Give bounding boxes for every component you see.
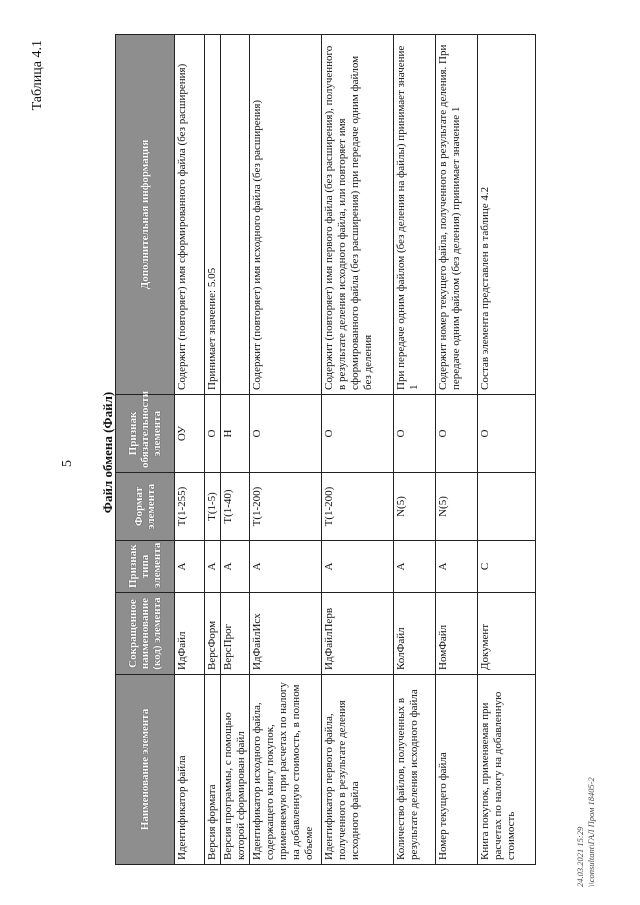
header-element-required: Признак обязательности элемента: [116, 395, 175, 473]
cell-element-name: Количество файлов, полученных в результате деления исходного файла: [394, 675, 436, 865]
cell-additional-info: Состав элемента представлен в таблице 4.2: [478, 35, 536, 395]
cell-element-required: О: [436, 395, 478, 473]
header-element-format: Формат элемента: [116, 473, 175, 541]
cell-element-format: [478, 473, 536, 541]
header-element-code: Сокращенное наименование (код) элемента: [116, 593, 175, 675]
cell-element-type: А: [250, 541, 322, 593]
cell-additional-info: Содержит номер текущего файла, полученного в результате деления. При передаче одним файлом (без деления) принимает значение 1: [436, 35, 478, 395]
cell-additional-info: [221, 35, 250, 395]
cell-additional-info: Содержит (повторяет) имя исходного файла (без расширения): [250, 35, 322, 395]
cell-element-type: А: [322, 541, 394, 593]
header-additional-info: Дополнительная информация: [116, 35, 175, 395]
cell-additional-info: Принимает значение: 5.05: [205, 35, 221, 395]
cell-element-code: КолФайл: [394, 593, 436, 675]
cell-element-required: Н: [221, 395, 250, 473]
stamp-date: 24.03.2021 15:29: [575, 826, 585, 887]
cell-element-type: А: [394, 541, 436, 593]
table-row: [205, 35, 221, 865]
exchange-file-table: [115, 34, 536, 865]
cell-element-format: T(1-255): [175, 473, 205, 541]
cell-element-name: Книга покупок, применяемая при расчетах по налогу на добавленную стоимость: [478, 675, 536, 865]
cell-element-required: О: [394, 395, 436, 473]
cell-element-type: А: [221, 541, 250, 593]
cell-element-format: T(1-200): [250, 473, 322, 541]
cell-element-name: Идентификатор файла: [175, 675, 205, 865]
cell-element-required: О: [322, 395, 394, 473]
cell-element-name: Номер текущего файла: [436, 675, 478, 865]
cell-element-code: Документ: [478, 593, 536, 675]
cell-element-format: N(5): [394, 473, 436, 541]
table-header-row: [116, 35, 175, 865]
cell-element-name: Версия формата: [205, 675, 221, 865]
cell-additional-info: Содержит (повторяет) имя первого файла (без расширения), полученного в результате деления исходного файла, или повторяет имя сформированного файла (без расширения) при передаче одним файлом без деления: [322, 35, 394, 395]
header-element-type: Признак типа элемента: [116, 541, 175, 593]
header-element-name: Наименование элемента: [116, 675, 175, 865]
cell-element-name: Версия программы, с помощью которой сформирован файл: [221, 675, 250, 865]
cell-element-format: N(5): [436, 473, 478, 541]
cell-element-required: О: [478, 395, 536, 473]
table-row: [250, 35, 322, 865]
cell-element-required: О: [250, 395, 322, 473]
cell-element-code: ВерсФорм: [205, 593, 221, 675]
stamp-code: \\consultant\ГАЛ Пром 18405-2: [586, 777, 596, 887]
cell-element-code: ИдФайл: [175, 593, 205, 675]
table-caption: Таблица 4.1: [30, 40, 45, 111]
cell-element-type: А: [175, 541, 205, 593]
cell-element-code: ИдФайлПерв: [322, 593, 394, 675]
table-row: [436, 35, 478, 865]
cell-element-required: ОУ: [175, 395, 205, 473]
cell-element-type: А: [205, 541, 221, 593]
cell-element-name: Идентификатор первого файла, полученного в результате деления исходного файла: [322, 675, 394, 865]
table-row: [478, 35, 536, 865]
cell-element-format: T(1-40): [221, 473, 250, 541]
table-row: [322, 35, 394, 865]
cell-element-type: А: [436, 541, 478, 593]
table-row: [394, 35, 436, 865]
cell-element-code: ВерсПрог: [221, 593, 250, 675]
cell-element-required: О: [205, 395, 221, 473]
cell-element-type: С: [478, 541, 536, 593]
cell-additional-info: При передаче одним файлом (без деления на файлы) принимает значение 1: [394, 35, 436, 395]
cell-element-format: T(1-5): [205, 473, 221, 541]
cell-element-code: НомФайл: [436, 593, 478, 675]
table-row: [175, 35, 205, 865]
table-title: Файл обмена (Файл): [100, 391, 115, 514]
table-row: [221, 35, 250, 865]
cell-element-name: Идентификатор исходного файла, содержащего книгу покупок, применяемую при расчетах по налогу на добавленную стоимость, в полном объеме: [250, 675, 322, 865]
cell-element-code: ИдФайлИсх: [250, 593, 322, 675]
print-stamp: [575, 777, 597, 887]
page-number: 5: [60, 460, 75, 467]
cell-element-format: T(1-200): [322, 473, 394, 541]
cell-additional-info: Содержит (повторяет) имя сформированного файла (без расширения): [175, 35, 205, 395]
